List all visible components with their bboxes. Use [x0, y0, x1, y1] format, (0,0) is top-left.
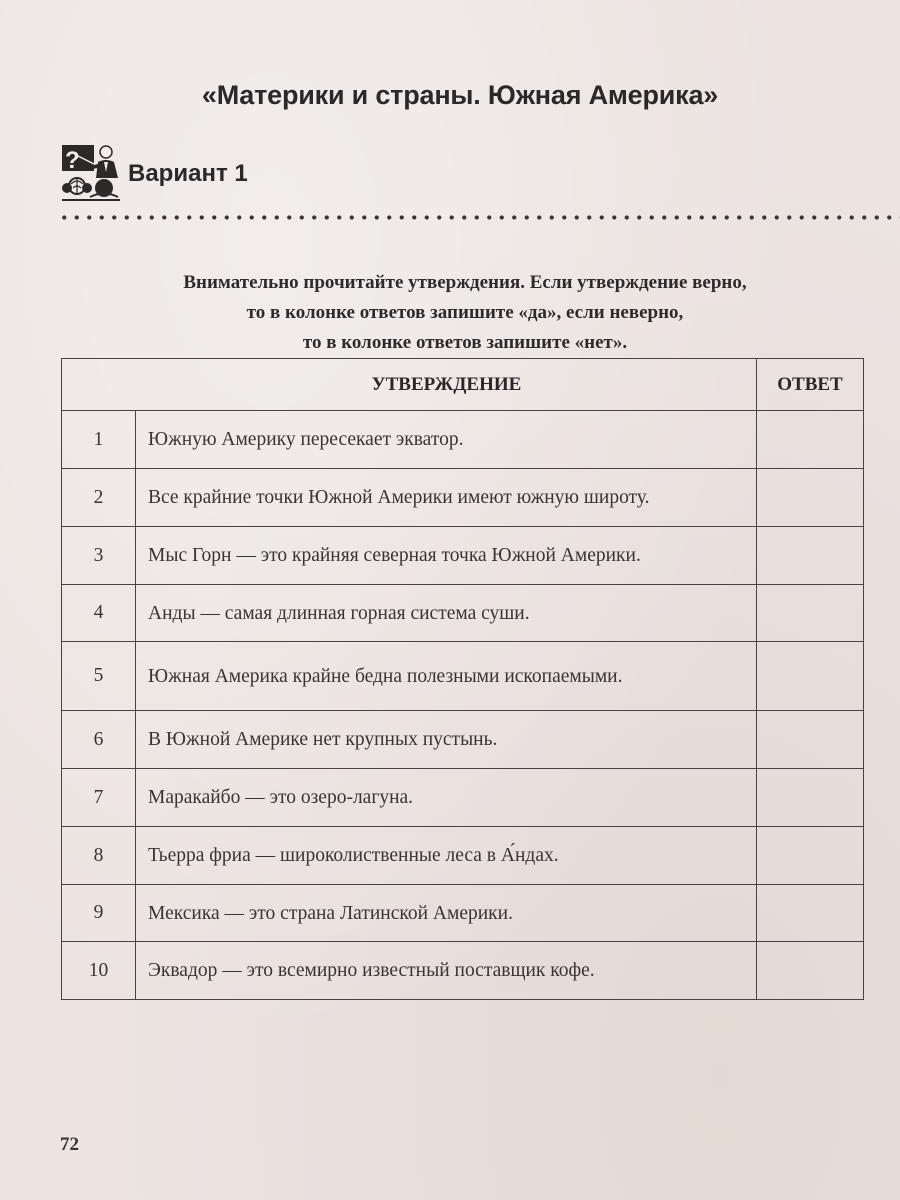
answer-cell[interactable]: [757, 527, 864, 585]
instruction-line: то в колонке ответов запишите «да», если неверно,: [246, 302, 684, 323]
instruction-line: то в колонке ответов запишите «нет».: [302, 332, 628, 353]
statement-text: В Южной Америке нет крупных пустынь.: [136, 711, 757, 769]
instructions: [60, 268, 870, 358]
row-number: 7: [62, 769, 136, 827]
svg-text:?: ?: [65, 147, 80, 174]
statement-text: Южную Америку пересекает экватор.: [136, 411, 757, 469]
row-number: 3: [62, 527, 136, 585]
row-number: 9: [62, 885, 136, 942]
page-title: «Материки и страны. Южная Америка»: [201, 80, 719, 110]
table-row: [62, 585, 864, 642]
answer-cell[interactable]: [757, 769, 864, 827]
answer-cell[interactable]: [757, 942, 864, 1000]
row-number: 5: [62, 642, 136, 711]
table-row: [62, 469, 864, 527]
table-row: [62, 711, 864, 769]
dotted-divider: [58, 215, 900, 220]
table-row: [62, 885, 864, 942]
header-statement: УТВЕРЖДЕНИЕ: [62, 359, 757, 411]
header-answer: ОТВЕТ: [757, 359, 864, 411]
statements-table: [61, 358, 864, 1000]
answer-cell[interactable]: [757, 827, 864, 885]
table-row: [62, 942, 864, 1000]
statement-text: Тьерра фриа — широколиственные леса в А́ндах.: [136, 827, 757, 885]
teacher-blackboard-icon: [60, 142, 122, 204]
answer-cell[interactable]: [757, 642, 864, 711]
answer-cell[interactable]: [757, 469, 864, 527]
table-header-row: [62, 359, 864, 411]
row-number: 4: [62, 585, 136, 642]
table-row: [62, 769, 864, 827]
table-row: [62, 411, 864, 469]
answer-cell[interactable]: [757, 411, 864, 469]
table-row: [62, 827, 864, 885]
instruction-line: Внимательно прочитайте утверждения. Если утверждение верно,: [183, 272, 747, 293]
row-number: 8: [62, 827, 136, 885]
variant-header: [60, 142, 248, 204]
statement-text: Эквадор — это всемирно известный поставщик кофе.: [136, 942, 757, 1000]
answer-cell[interactable]: [757, 585, 864, 642]
row-number: 2: [62, 469, 136, 527]
row-number: 6: [62, 711, 136, 769]
statement-text: Мексика — это страна Латинской Америки.: [136, 885, 757, 942]
table-row: [62, 642, 864, 711]
statement-text: Все крайние точки Южной Америки имеют южную широту.: [136, 469, 757, 527]
page-number: 72: [60, 1134, 79, 1155]
answer-cell[interactable]: [757, 885, 864, 942]
row-number: 1: [62, 411, 136, 469]
answer-cell[interactable]: [757, 711, 864, 769]
statement-text: Маракайбо — это озеро-лагуна.: [136, 769, 757, 827]
statement-text: Мыс Горн — это крайняя северная точка Южной Америки.: [136, 527, 757, 585]
row-number: 10: [62, 942, 136, 1000]
variant-label: Вариант 1: [128, 160, 248, 187]
statement-text: Южная Америка крайне бедна полезными ископаемыми.: [136, 642, 757, 711]
statement-text: Анды — самая длинная горная система суши.: [136, 585, 757, 642]
table-row: [62, 527, 864, 585]
